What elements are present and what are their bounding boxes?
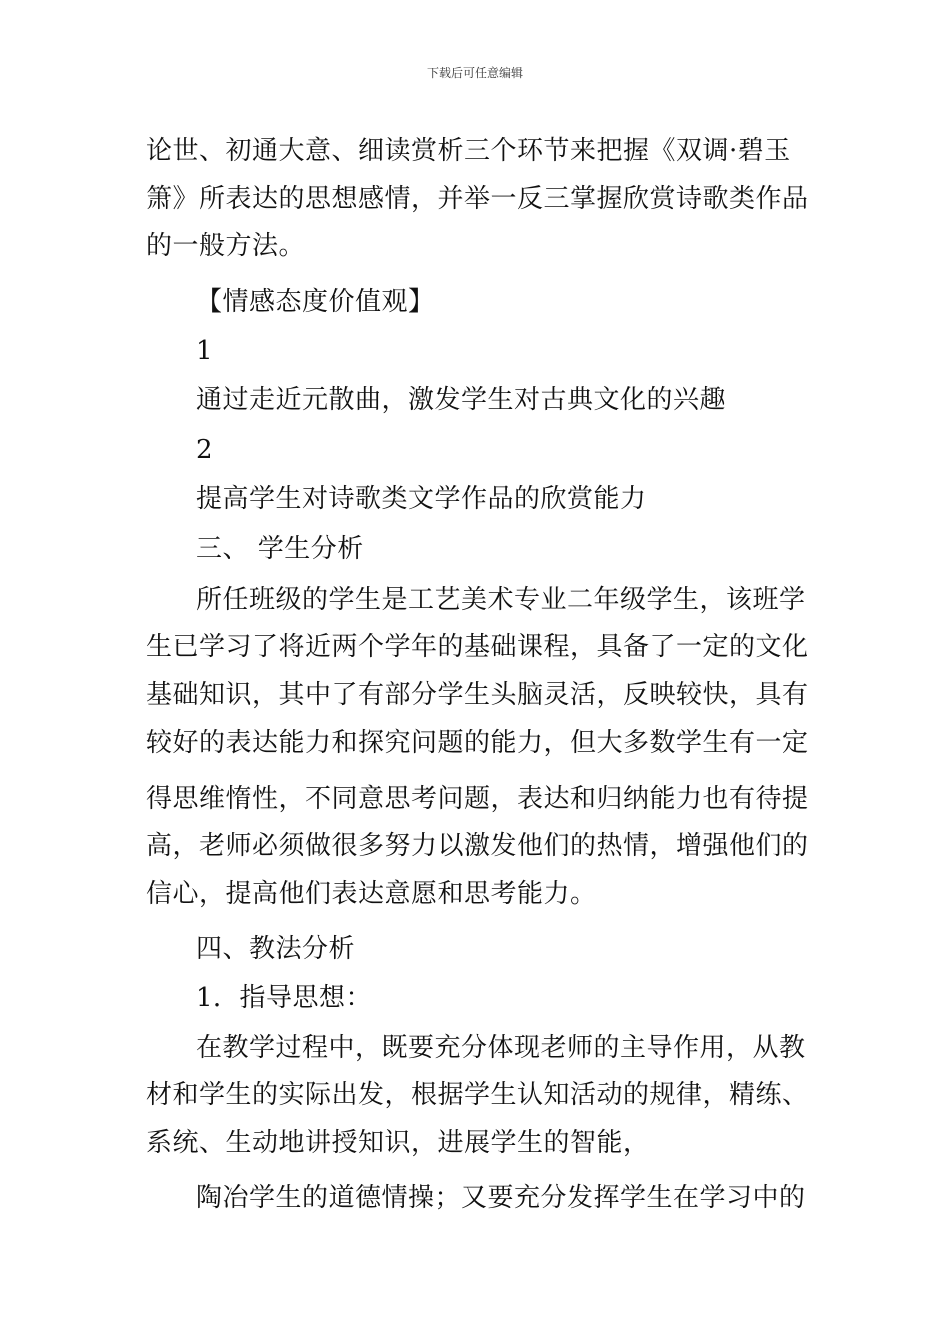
section-heading: 三、 学生分析 bbox=[196, 534, 364, 564]
text-line: 在教学过程中，既要充分体现老师的主导作用，从教 bbox=[196, 1033, 806, 1063]
text-line: 陶冶学生的道德情操；又要充分发挥学生在学习中的 bbox=[196, 1183, 806, 1213]
text-line: 系统、生动地讲授知识，进展学生的智能， bbox=[146, 1128, 650, 1158]
text-line: 通过走近元散曲，激发学生对古典文化的兴趣 bbox=[196, 385, 727, 415]
page-header: 下载后可任意编辑 bbox=[426, 66, 523, 80]
text-line: 箫》所表达的思想感情，并举一反三掌握欣赏诗歌类作品 bbox=[146, 184, 809, 214]
list-number: 2 bbox=[196, 435, 214, 465]
text-line: 材和学生的实际出发，根据学生认知活动的规律，精练、 bbox=[146, 1080, 809, 1110]
text-line: 生已学习了将近两个学年的基础课程，具备了一定的文化 bbox=[146, 632, 809, 662]
text-line: 提高学生对诗歌类文学作品的欣赏能力 bbox=[196, 484, 647, 514]
subsection-heading: 1．指导思想： bbox=[196, 983, 373, 1013]
text-line: 得思维惰性，不同意思考问题，表达和归纳能力也有待提 bbox=[146, 784, 809, 814]
text-line: 基础知识，其中了有部分学生头脑灵活，反映较快，具有 bbox=[146, 680, 809, 710]
text-line: 信心，提高他们表达意愿和思考能力。 bbox=[146, 879, 597, 909]
list-number: 1 bbox=[196, 336, 214, 366]
text-line: 所任班级的学生是工艺美术专业二年级学生，该班学 bbox=[196, 585, 806, 615]
section-heading: 四、教法分析 bbox=[196, 934, 356, 964]
text-line: 较好的表达能力和探究问题的能力，但大多数学生有一定 bbox=[146, 728, 809, 758]
section-heading: 【情感态度价值观】 bbox=[196, 287, 435, 317]
text-line: 高，老师必须做很多努力以激发他们的热情，增强他们的 bbox=[146, 831, 809, 861]
text-line: 的一般方法。 bbox=[146, 231, 306, 261]
text-line: 论世、初通大意、细读赏析三个环节来把握《双调·碧玉 bbox=[146, 136, 791, 166]
